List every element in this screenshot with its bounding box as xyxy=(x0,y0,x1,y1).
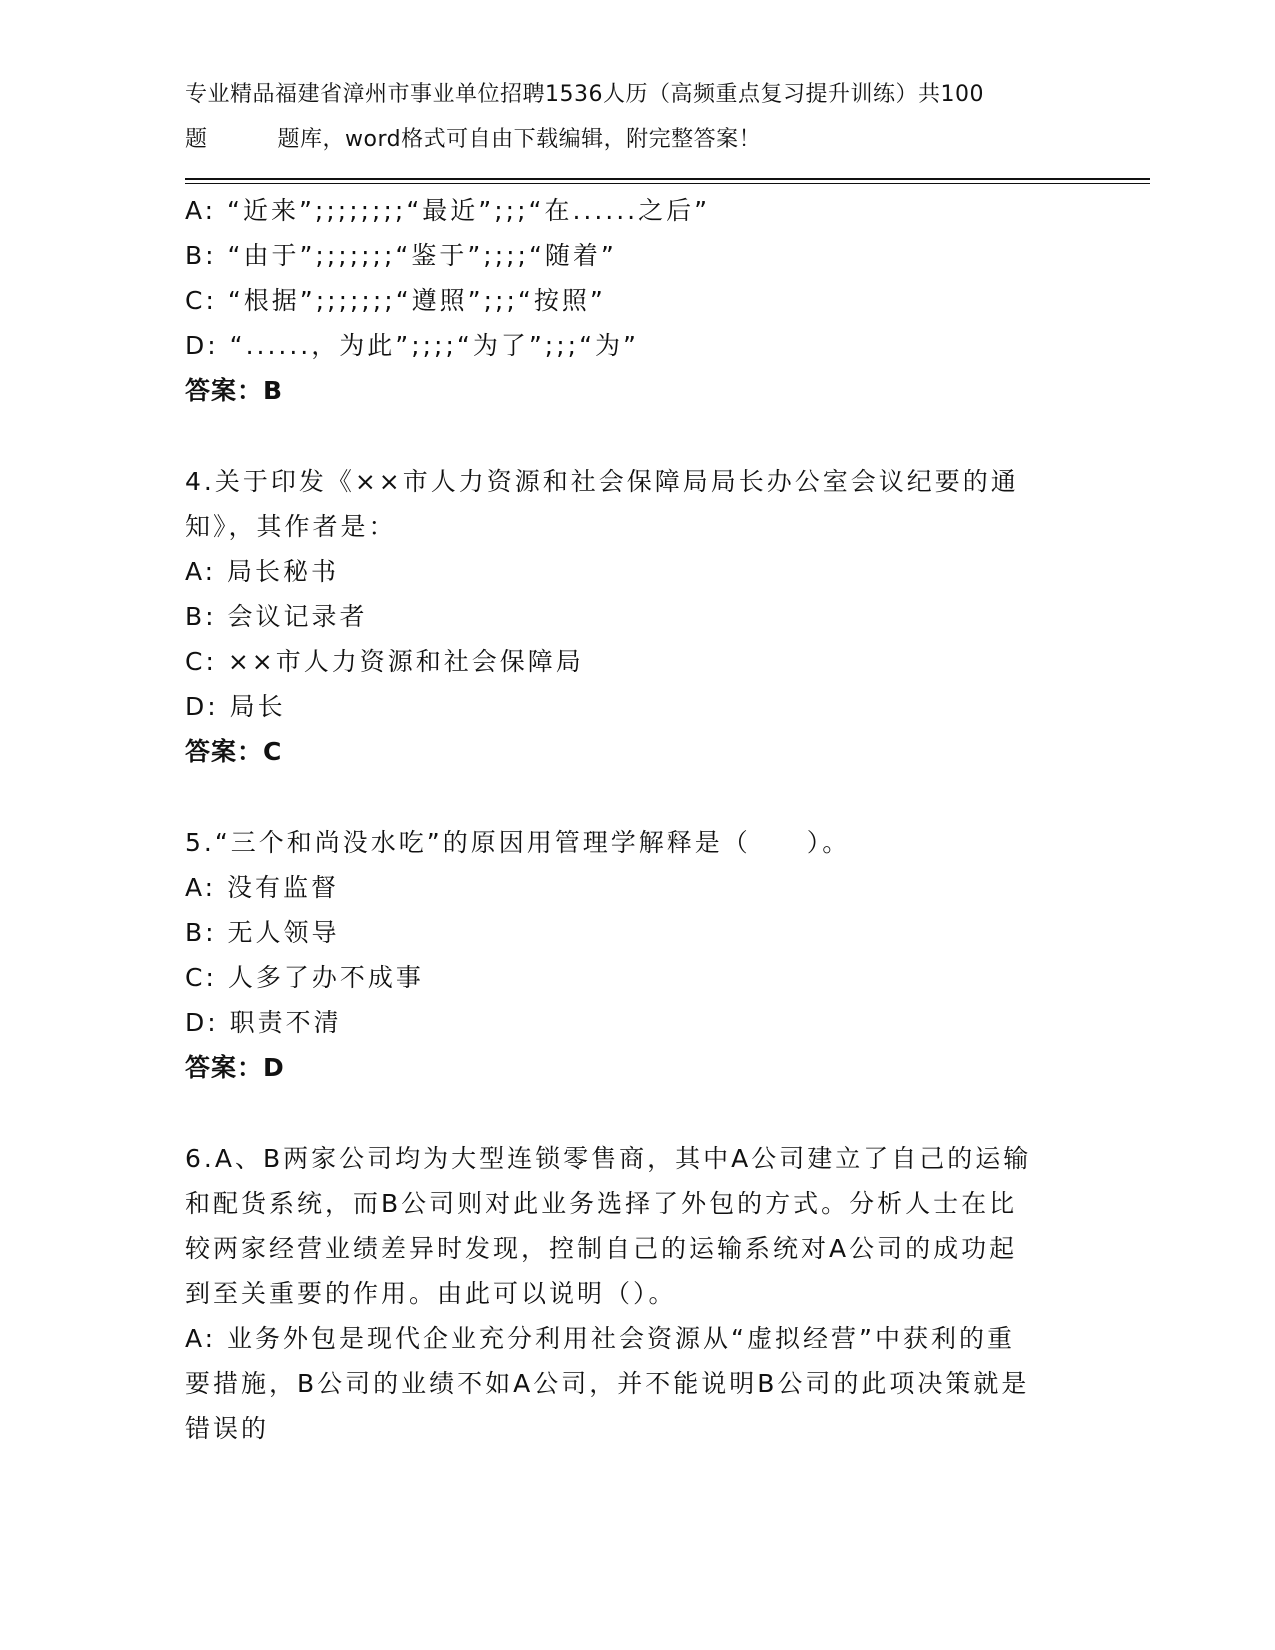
option-c: C: ××市人力资源和社会保障局 xyxy=(185,647,584,676)
question-6 xyxy=(185,1136,1090,1451)
question-4 xyxy=(185,459,1090,774)
header-line-1: 专业精品福建省漳州市事业单位招聘1536人历（高频重点复习提升训练）共100 xyxy=(185,82,984,107)
option-c: C: “根据”;;;;;;;“遵照”;;;“按照” xyxy=(185,286,606,315)
answer: 答案：C xyxy=(185,737,283,766)
option-d: D: “......，为此”;;;;“为了”;;;“为” xyxy=(185,331,639,360)
option-a: A: 没有监督 xyxy=(185,873,340,902)
question-stem: 到至关重要的作用。由此可以说明（）。 xyxy=(185,1279,677,1308)
option-a: A: “近来”;;;;;;;;“最近”;;;“在......之后” xyxy=(185,196,711,225)
header-line-2-rest: 题库，word格式可自由下载编辑，附完整答案！ xyxy=(277,127,762,152)
header-divider-thin xyxy=(185,183,1150,184)
option-a: A: 业务外包是现代企业充分利用社会资源从“虚拟经营”中获利的重 xyxy=(185,1324,1015,1353)
header-line-2-start: 题 xyxy=(185,127,208,152)
option-c: C: 人多了办不成事 xyxy=(185,963,424,992)
header-divider-thick xyxy=(185,178,1150,180)
option-d: D: 职责不清 xyxy=(185,1008,342,1037)
option-b: B: 无人领导 xyxy=(185,918,340,947)
option-a-continued: 要措施，B公司的业绩不如A公司，并不能说明B公司的此项决策就是 xyxy=(185,1369,1030,1398)
option-a: A: 局长秘书 xyxy=(185,557,340,586)
answer: 答案：D xyxy=(185,1053,285,1082)
question-stem: 5.“三个和尚没水吃”的原因用管理学解释是（ ）。 xyxy=(185,828,851,857)
option-d: D: 局长 xyxy=(185,692,286,721)
document-header xyxy=(185,72,1085,162)
question-stem: 4.关于印发《××市人力资源和社会保障局局长办公室会议纪要的通 xyxy=(185,467,1019,496)
question-3 xyxy=(185,188,1090,413)
question-stem: 和配货系统，而B公司则对此业务选择了外包的方式。分析人士在比 xyxy=(185,1189,1018,1218)
question-5 xyxy=(185,820,1090,1090)
question-stem: 知》，其作者是： xyxy=(185,512,397,541)
header-line-2 xyxy=(185,117,1085,162)
option-b: B: “由于”;;;;;;;“鉴于”;;;;“随着” xyxy=(185,241,617,270)
question-list xyxy=(185,188,1090,1451)
option-b: B: 会议记录者 xyxy=(185,602,368,631)
question-stem: 6.A、B两家公司均为大型连锁零售商，其中A公司建立了自己的运输 xyxy=(185,1144,1032,1173)
option-a-continued: 错误的 xyxy=(185,1414,270,1443)
question-stem: 较两家经营业绩差异时发现，控制自己的运输系统对A公司的成功起 xyxy=(185,1234,1018,1263)
answer: 答案：B xyxy=(185,376,284,405)
